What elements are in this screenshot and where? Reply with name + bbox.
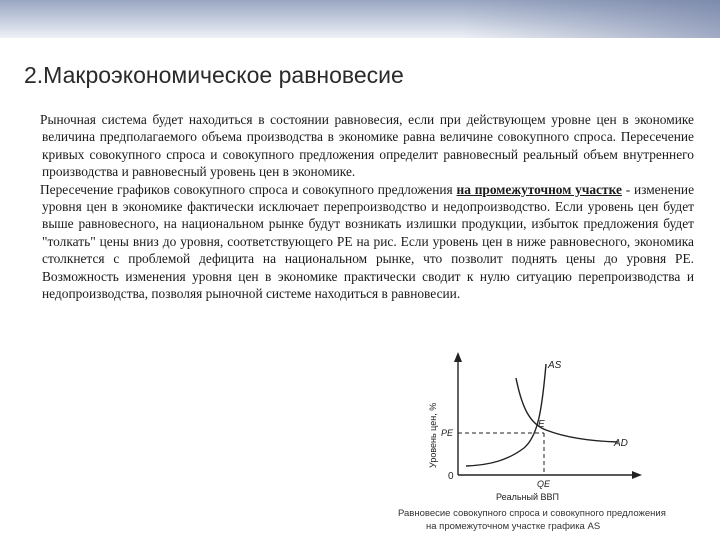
- ad-curve: [516, 378, 618, 442]
- point-e-label: E: [538, 419, 545, 430]
- quantity-label: QE: [537, 479, 551, 489]
- y-axis-label: Уровень цен, %: [428, 402, 438, 468]
- x-axis-arrow: [632, 471, 642, 479]
- paragraph-1: Рыночная система будет находиться в состоянии равновесия, если при действующем уровне цен в экономике величина предполагаемого объема производства в экономике равна величине совокупного спроса. Пересечение кривых совокупного спроса и совокупного предложения определит равновесный реальный объем внутреннего производства и равновесный уровень цен в экономике.: [40, 112, 694, 180]
- as-label: AS: [548, 360, 562, 371]
- slide-title: 2.Макроэкономическое равновесие: [24, 62, 404, 88]
- ad-label: AD: [614, 438, 628, 449]
- as-curve: [466, 364, 546, 466]
- emphasis-intermediate-segment: на промежуточном участке: [456, 181, 622, 197]
- body-text: [42, 111, 694, 302]
- price-label: PE: [441, 428, 454, 438]
- paragraph-2-start: Пересечение графиков совокупного спроса и совокупного предложения: [40, 181, 457, 197]
- header-decor-shade: [460, 0, 720, 38]
- figure-caption-line-1: Равновесие совокупного спроса и совокупного предложения: [398, 508, 666, 519]
- x-axis-label: Реальный ВВП: [496, 492, 559, 502]
- origin-label: 0: [448, 471, 454, 482]
- equilibrium-graph: [396, 350, 720, 540]
- paragraph-2-rest: - изменение уровня цен в экономике фактически исключает перепроизводство и недопроизводство. Если уровень цен будет выше равновесного, на национальном рынке будут возникать излишки продукции, избыток предложения будет "толкать" цены вниз до уровня, соответствующего PE на рис. Если уровень цен в ниже равновесного, экономика столкнется с проблемой дефицита на национальном рынке, что позволит поднять цены до уровня PE. Возможность изменения уровня цен в экономике практически сводит к нулю ситуацию перепроизводства и недопроизводства, позволяя рыночной системе находиться в равновесии.: [42, 181, 695, 302]
- y-axis-arrow: [454, 352, 462, 362]
- figure-caption-line-2: на промежуточном участке графика AS: [426, 521, 601, 532]
- paragraph-2: [42, 181, 694, 303]
- equilibrium-figure: [396, 350, 720, 540]
